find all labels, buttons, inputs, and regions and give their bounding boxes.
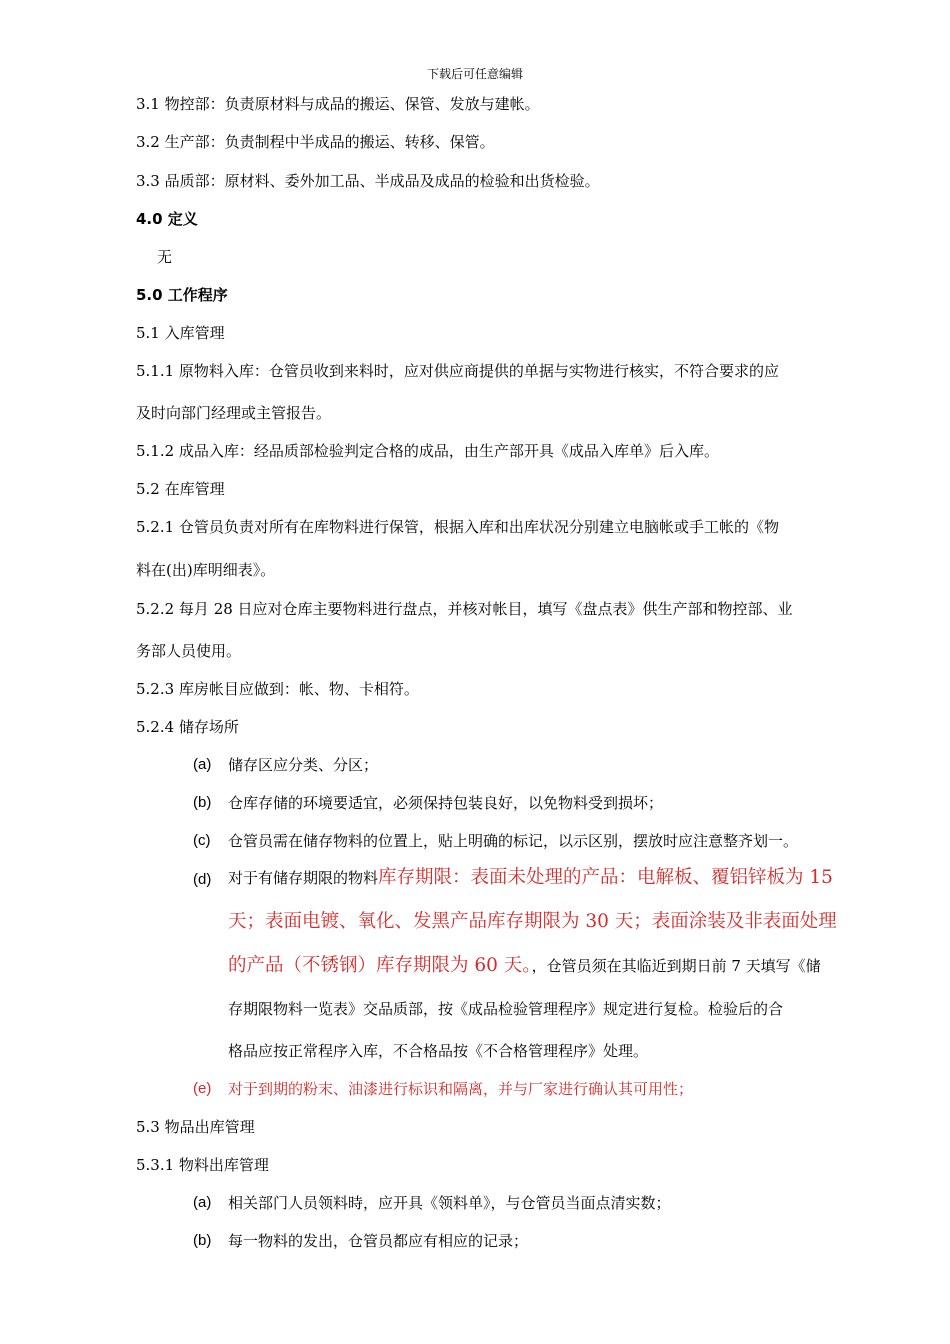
item-d-label: (d) xyxy=(193,871,212,888)
item-d-line3 xyxy=(228,954,821,978)
item-b-label: (b) xyxy=(193,794,212,811)
material-outbound-heading: 5.3.1 物料出库管理 xyxy=(136,1156,269,1174)
section-4-content: 无 xyxy=(157,248,173,266)
section-4-heading: 4.0 定义 xyxy=(136,210,198,228)
outbound-item-b-label: (b) xyxy=(193,1232,212,1249)
item-c-text: 仓管员需在储存物料的位置上，贴上明确的标记，以示区别，摆放时应注意整齐划一。 xyxy=(228,832,799,850)
item-b-text: 仓库存储的环境要适宜，必须保持包装良好，以免物料受到损坏； xyxy=(228,794,664,812)
item-a-label: (a) xyxy=(193,756,212,773)
item-d-line5: 格品应按正常程序入库，不合格品按《不合格管理程序》处理。 xyxy=(228,1042,649,1060)
inventory-count-line2: 务部人员使用。 xyxy=(136,642,242,660)
storage-keeping-line2: 料在(出)库明细表》。 xyxy=(136,561,276,579)
raw-material-inbound-line1: 5.1.1 原物料入库：仓管员收到来料时，应对供应商提供的单据与实物进行核实，不符合要求的应 xyxy=(136,362,779,380)
shelf-life-rule-part1: 库存期限：表面未处理的产品：电解板、覆铝锌板为 15 xyxy=(378,867,833,888)
outbound-item-a-label: (a) xyxy=(193,1194,212,1211)
storage-keeping-line1: 5.2.1 仓管员负责对所有在库物料进行保管，根据入库和出库状况分别建立电脑帐或手工帐的《物 xyxy=(136,518,779,536)
item-e-label: (e) xyxy=(193,1080,212,1097)
storage-heading: 5.2 在库管理 xyxy=(136,480,225,498)
outbound-heading: 5.3 物品出库管理 xyxy=(136,1118,255,1136)
shelf-life-rule-part2: 天；表面电镀、氧化、发黑产品库存期限为 30 天；表面涂装及非表面处理 xyxy=(228,911,837,932)
storage-location-heading: 5.2.4 储存场所 xyxy=(136,718,239,736)
responsibility-warehouse: 3.1 物控部：负责原材料与成品的搬运、保管、发放与建帐。 xyxy=(136,95,540,113)
inbound-heading: 5.1 入库管理 xyxy=(136,324,225,342)
page-header: 下载后可任意编辑 xyxy=(426,67,523,81)
item-c-label: (c) xyxy=(193,832,211,849)
inventory-count-line1: 5.2.2 每月 28 日应对仓库主要物料进行盘点，并核对帐目，填写《盘点表》供生产部和物控部、业 xyxy=(136,600,793,618)
section-5-heading: 5.0 工作程序 xyxy=(136,286,228,304)
item-d-line1-black: 对于有储存期限的物料 xyxy=(228,869,379,887)
responsibility-quality: 3.3 品质部：原材料、委外加工品、半成品及成品的检验和出货检验。 xyxy=(136,172,600,190)
finished-goods-inbound: 5.1.2 成品入库：经品质部检验判定合格的成品，由生产部开具《成品入库单》后入库。 xyxy=(136,442,719,460)
item-a-text: 储存区应分类、分区； xyxy=(228,756,379,774)
raw-material-inbound-line2: 及时向部门经理或主管报告。 xyxy=(136,404,332,422)
shelf-life-rule-part3: 的产品（不锈钢）库存期限为 60 天。 xyxy=(228,955,532,976)
item-e-text: 对于到期的粉末、油漆进行标识和隔离，并与厂家进行确认其可用性； xyxy=(228,1080,694,1098)
item-d-line1 xyxy=(228,866,833,890)
outbound-item-b-text: 每一物料的发出，仓管员都应有相应的记录； xyxy=(228,1232,529,1250)
item-d-line4: 存期限物料一览表》交品质部，按《成品检验管理程序》规定进行复检。检验后的合 xyxy=(228,1000,784,1018)
account-match: 5.2.3 库房帐目应做到：帐、物、卡相符。 xyxy=(136,680,419,698)
responsibility-production: 3.2 生产部：负责制程中半成品的搬运、转移、保管。 xyxy=(136,133,495,151)
outbound-item-a-text: 相关部门人员领料時，应开具《领料单》，与仓管员当面点清实数； xyxy=(228,1194,671,1212)
item-d-line3-black: ，仓管员须在其临近到期日前 7 天填写《储 xyxy=(531,957,821,975)
